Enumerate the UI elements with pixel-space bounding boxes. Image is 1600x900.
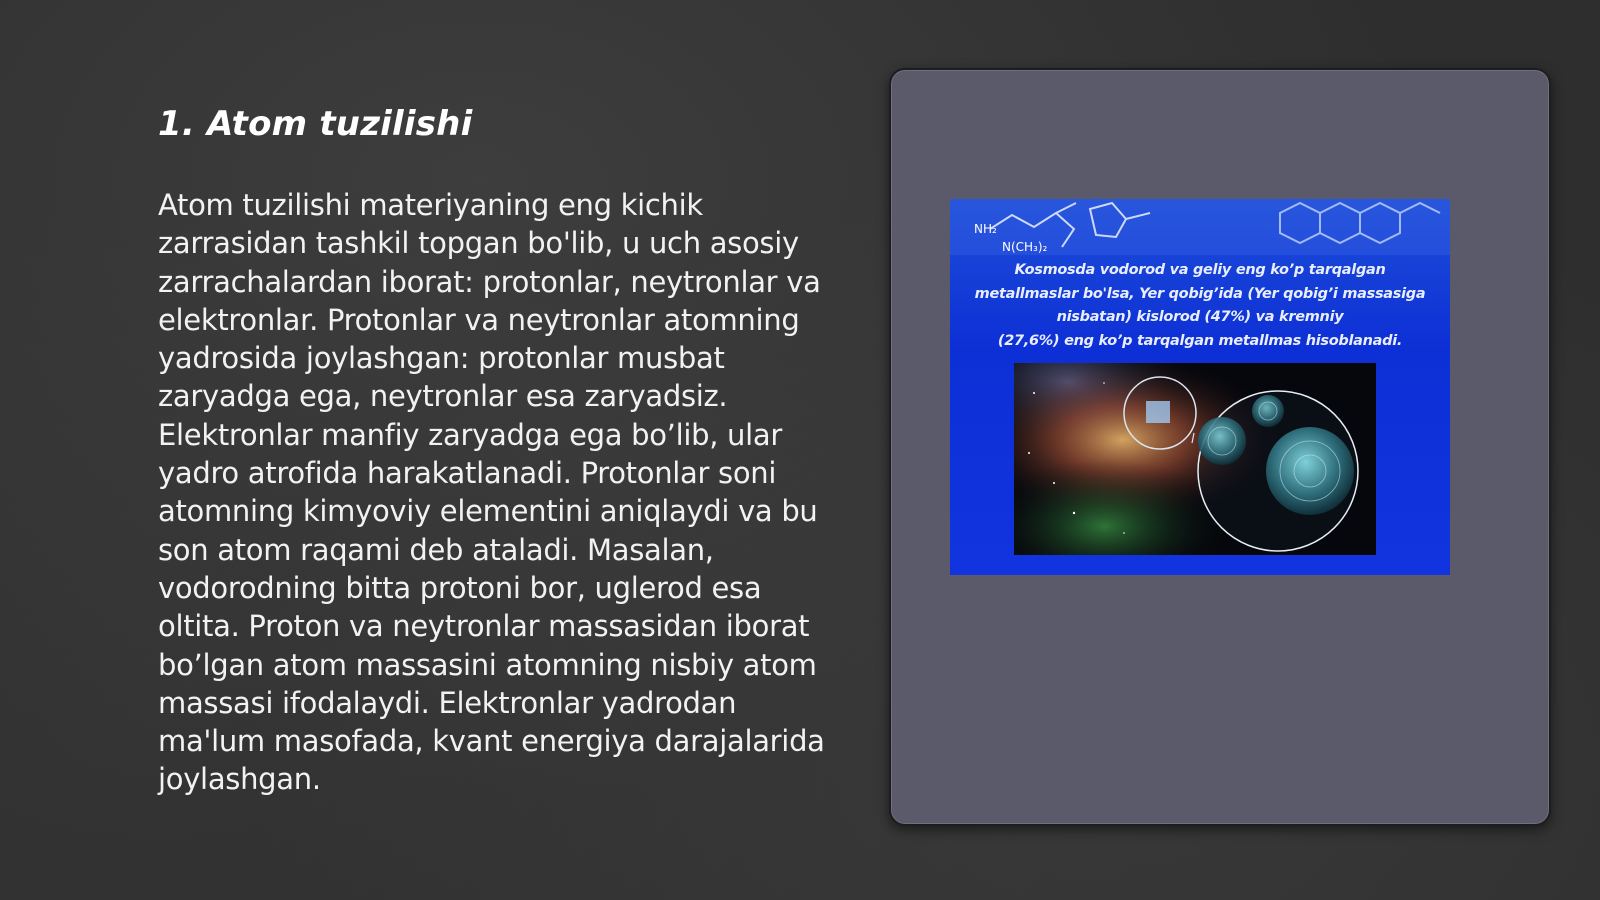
caption-line: metallmaslar bo'lsa, Yer qobig’ida (Yer qobig’i massasiga xyxy=(974,285,1426,302)
caption-line: Kosmosda vodorod va geliy eng ko’p tarqalgan xyxy=(1014,262,1386,278)
formula-label-nch3: N(CH₃)₂ xyxy=(1002,240,1048,254)
fullerene-illustration xyxy=(1014,363,1376,555)
slide-image[interactable] xyxy=(950,199,1450,575)
slide-body-text: Atom tuzilishi materiyaning eng kichik zarrasidan tashkil topgan bo'lib, u uch asosiy zarrachalardan iborat: protonlar, neytronlar va elektronlar. Protonlar va neytronlar atomning yadrosida joylashgan: protonlar musbat zaryadga ega, neytronlar esa zaryadsiz. Elektronlar manfiy zaryadga ega bo’lib, ular yadro atrofida harakatlanadi. Protonlar soni atomning kimyoviy elementini aniqlaydi va bu son atom raqami deb ataladi. Masalan, vodorodning bitta protoni bor, uglerod esa oltita. Proton va neytronlar massasidan iborat bo’lgan atom massasini atomning nisbiy atom massasi ifodalaydi. Elektronlar yadrodan ma'lum masofada, kvant energiya darajalarida joylashgan. xyxy=(158,188,825,797)
slide-title: 1. Atom tuzilishi xyxy=(158,104,473,144)
space-photo xyxy=(1014,363,1376,555)
caption-line: nisbatan) kislorod (47%) va kremniy xyxy=(1056,309,1344,325)
formula-label-nh2: NH₂ xyxy=(974,222,997,236)
caption-line: (27,6%) eng ko’p tarqalgan metallmas hisoblanadi. xyxy=(997,332,1403,349)
molecule-diagram xyxy=(950,199,1450,255)
image-caption xyxy=(960,259,1440,353)
